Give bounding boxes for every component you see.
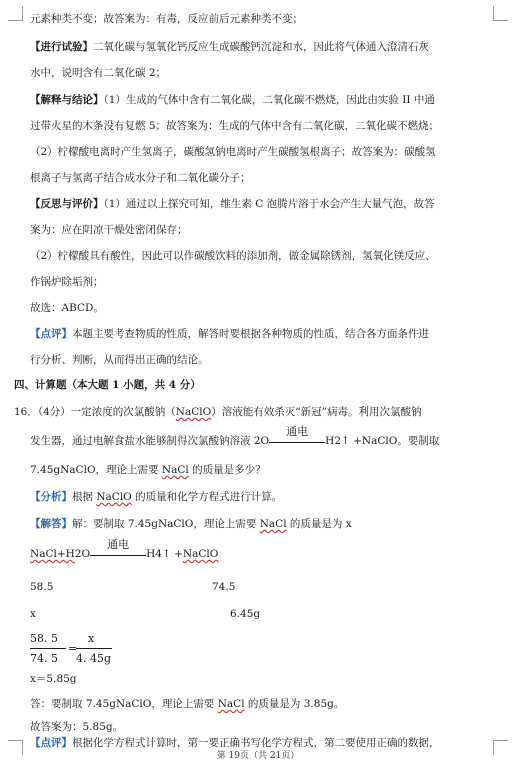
text-span: 根据: [72, 491, 97, 503]
condition-label: 通电: [286, 425, 309, 438]
text-span: H: [325, 435, 335, 447]
experiment-tag: 【进行试验】: [30, 41, 93, 53]
corner-mark-top-right: [493, 6, 508, 21]
text-line: [30, 40, 429, 54]
text-span: H: [146, 548, 156, 560]
fraction-bar-1: [30, 648, 66, 649]
solution-line: [30, 517, 352, 531]
text-line: 行分析、判断，从而得出正确的结论。: [30, 354, 209, 366]
text-span: 的质量是多少？: [188, 464, 266, 476]
text-span: 4↑ +: [155, 548, 183, 560]
question-line: [14, 405, 422, 419]
text-line: （2）柠檬酸电离时产生氢离子，碳酸氢钠电离时产生碳酸氢根离子；故答案为：碳酸氢: [30, 146, 436, 158]
text-span: （1）通过以上探究可知，维生素 C 泡腾片溶于水会产生大量气泡，故答: [103, 198, 435, 210]
text-span: ）溶液能有效杀灭“新冠”病毒。利用次氯酸钠: [211, 406, 422, 418]
text-line: 水中，说明含有二氧化碳 2；: [30, 67, 167, 79]
molar-mass-1: 58.5: [30, 581, 54, 593]
text-span: 本题主要考查物质的性质，解答时要根据各种物质的性质，结合各方面条件进: [72, 328, 429, 340]
reaction-condition: [90, 538, 146, 561]
text-span: 二氧化碳与氢氧化钙反应生成碳酸钙沉淀和水，因此将气体通入澄清石灰: [93, 41, 429, 53]
condition-bar: [90, 555, 146, 556]
text-line: 根离子与氢离子结合成水分子和二氧化碳分子；: [30, 172, 251, 184]
section-heading: 四、计算题（本大题 1 小题，共 4 分）: [14, 379, 201, 391]
text-line: [30, 93, 435, 107]
formula-naclo: NaClO: [96, 491, 132, 503]
formula-nacl: NaCl: [161, 464, 189, 476]
unknown-mass: x: [30, 608, 36, 620]
final-answer-line: 故答案为：5.85g。: [30, 721, 124, 733]
text-span: 解：要制取 7.45gNaClO，理论上需要: [72, 518, 260, 530]
text-line: 故选：ABCD。: [30, 302, 104, 314]
equals-sign: =: [68, 642, 78, 655]
text-line: [30, 197, 435, 211]
condition-bar: [269, 442, 325, 443]
equation-line: [30, 538, 219, 561]
text-span: 7.45gNaClO，理论上需要: [30, 464, 162, 476]
comment-tag: 【点评】: [30, 328, 72, 340]
text-span: 16．（4分）一定浓度的次氯酸钠（: [14, 406, 176, 418]
formula-reactant: NaCl+H: [30, 548, 75, 560]
formula-naclo: NaClO: [175, 406, 212, 418]
solution-tag: 【解答】: [30, 518, 72, 530]
fraction-bar-2: [76, 648, 112, 649]
text-span: （1）生成的气体中含有二氧化碳，二氧化碳不燃烧，因此由实验 II 中通: [103, 94, 435, 106]
text-line: 过带火星的木条没有复燃 5；故答案为：生成的气体中含有二氧化碳，二氧化碳不燃烧；: [30, 120, 440, 132]
text-span: 根据化学方程式计算时，第一要正确书写化学方程式，第二要使用正确的数据，: [72, 737, 440, 749]
text-line: 案为：应在阴凉干燥处密闭保存；: [30, 224, 188, 236]
text-span: 的质量是为 3.85g。: [244, 698, 345, 710]
molar-mass-2: 74.5: [212, 581, 236, 593]
comment-tag: 【点评】: [30, 737, 72, 749]
result-line: x＝5.85g: [30, 673, 77, 685]
text-span: 答：要制取 7.45gNaClO，理论上需要: [30, 698, 218, 710]
text-span: 的质量和化学方程式进行计算。: [131, 491, 283, 503]
text-span: 发生器，通过电解食盐水能够制得次氯酸钠溶液 2O: [30, 435, 270, 447]
formula-nacl: NaCl: [259, 518, 287, 530]
text-span: 的质量是为 x: [286, 518, 352, 530]
text-span: 2↑ +NaClO。要制取: [334, 435, 440, 447]
analysis-line: [30, 490, 282, 504]
text-line: 元素种类不变；故答案为：有毒，反应前后元素种类不变；: [30, 13, 303, 25]
text-line: 作锅炉除垢剂；: [30, 276, 104, 288]
given-mass: 6.45g: [230, 608, 261, 620]
question-line: [30, 463, 266, 477]
text-line: （2）柠檬酸具有酸性，因此可以作碳酸饮料的添加剂，做金属除锈剂，氢氧化镁反应、: [30, 250, 436, 262]
analysis-tag: 【分析】: [30, 491, 72, 503]
fraction-denominator-1: 74. 5: [30, 652, 58, 665]
condition-label: 通电: [107, 538, 130, 551]
answer-line: [30, 697, 344, 711]
text-line: [30, 327, 429, 341]
fraction-denominator-2: 4. 45g: [76, 652, 112, 665]
fraction-numerator-1: 58. 5: [30, 632, 58, 645]
formula-product: NaClO: [182, 548, 219, 560]
reaction-condition: [269, 425, 325, 448]
formula-nacl: NaCl: [217, 698, 245, 710]
question-line: [30, 425, 440, 448]
fraction-numerator-2: x: [88, 632, 95, 645]
reflection-tag: 【反思与评价】: [30, 198, 104, 210]
text-span: 2O: [74, 548, 91, 560]
page-footer: 第 19页（共 21页）: [216, 751, 300, 761]
conclusion-tag: 【解释与结论】: [30, 94, 104, 106]
corner-mark-top-left: [8, 6, 23, 21]
